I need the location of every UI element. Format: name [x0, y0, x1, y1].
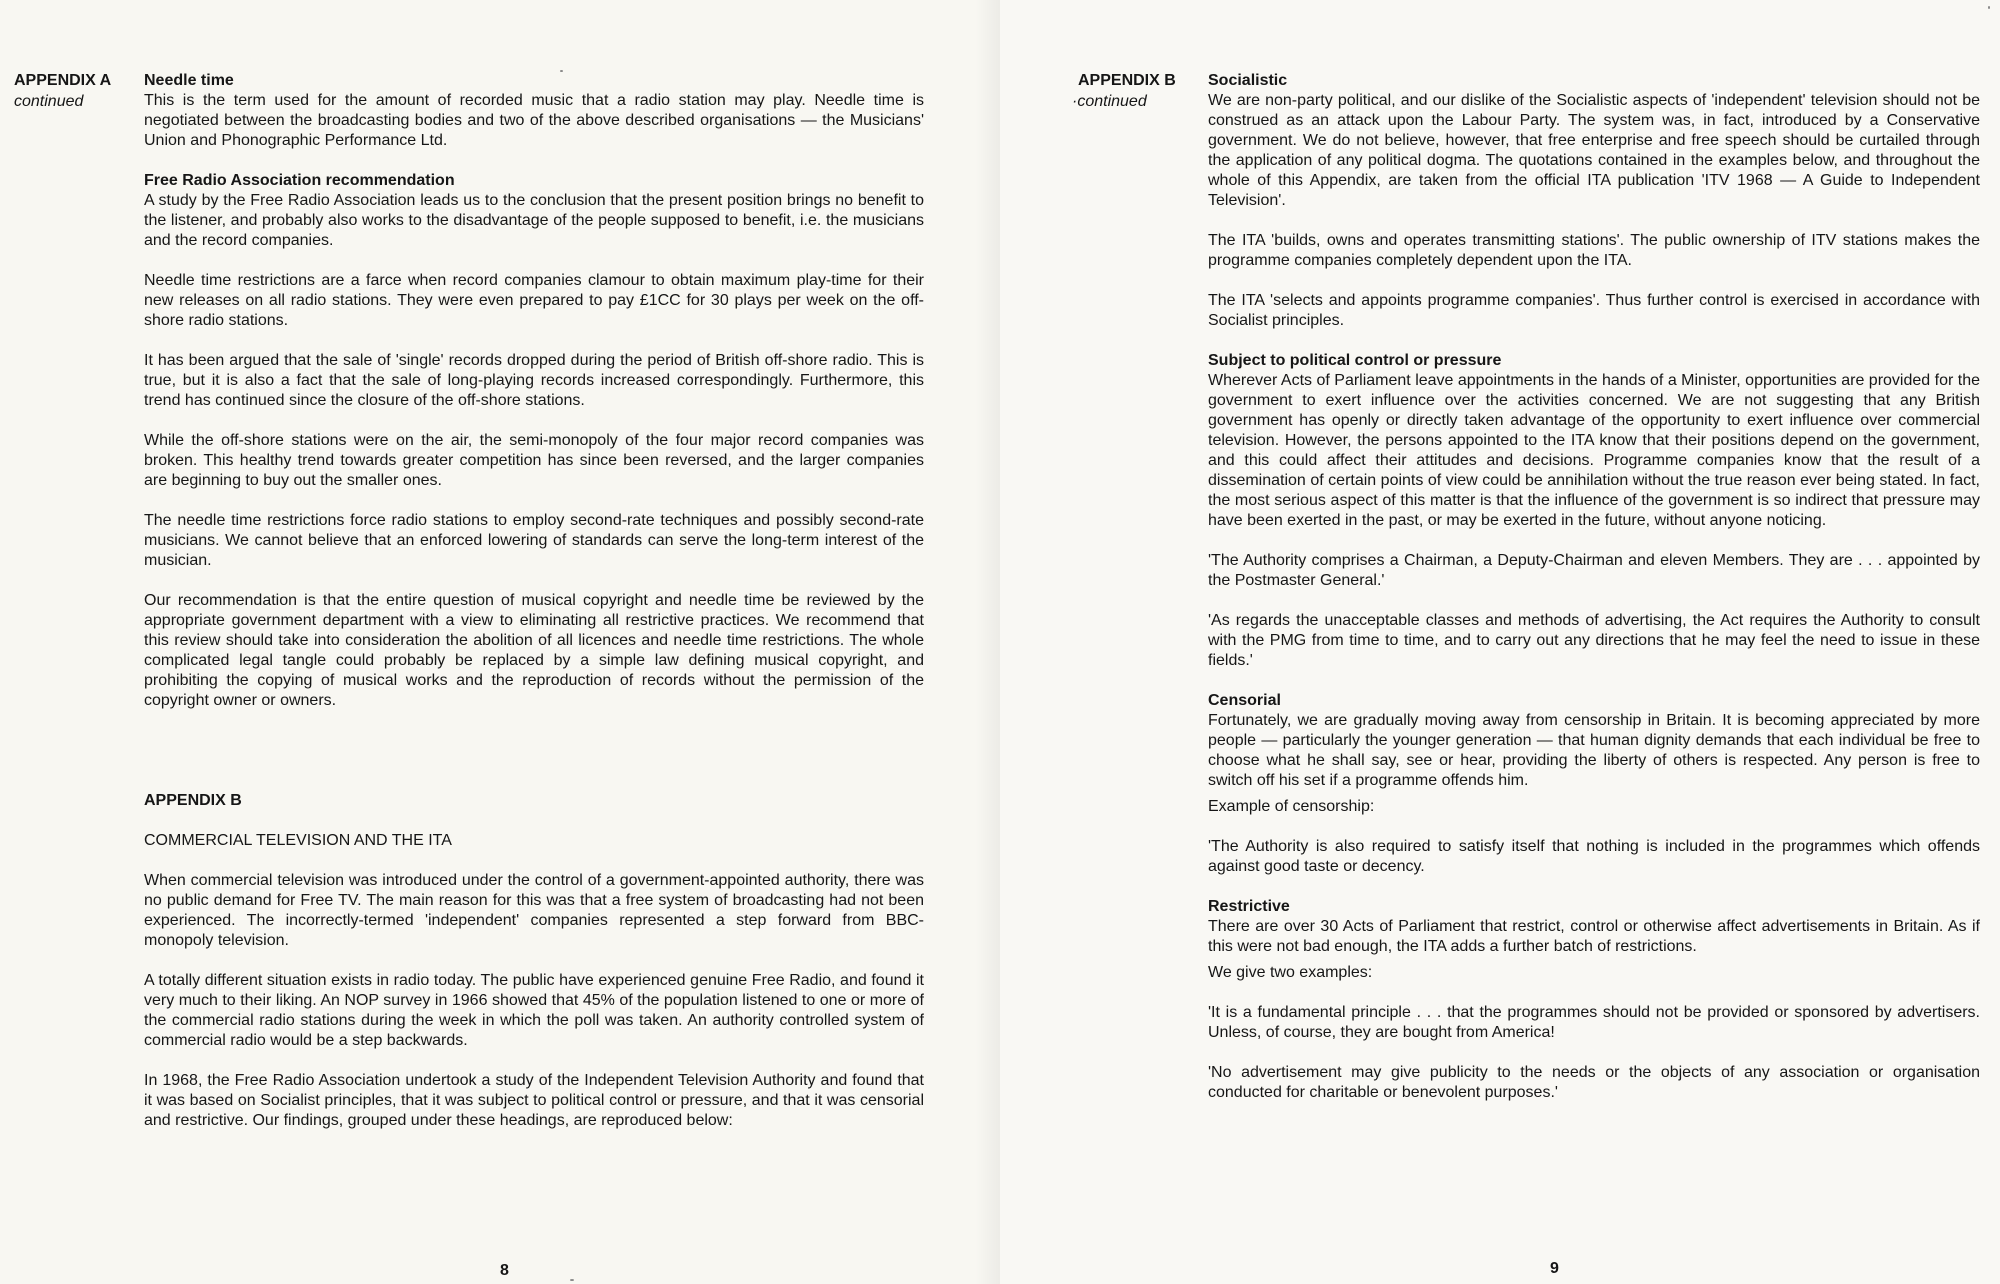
body-paragraph: A study by the Free Radio Association leads us to the conclusion that the present position brings no benefit to the listener, and probably also works to the disadvantage of the people supposed to benefit, i.e. the musicians and the record companies. — [144, 192, 924, 249]
right-paragraphs — [1208, 71, 1980, 1103]
body-paragraph: The needle time restrictions force radio stations to employ second-rate techniques and possibly second-rate musicians. We cannot believe that an enforced lowering of standards can serve the long-term interest of the musician. — [144, 512, 924, 569]
paper-speck — [560, 70, 563, 72]
section-title: APPENDIX B — [144, 792, 242, 809]
quoted-passage: The ITA 'selects and appoints programme companies'. Thus further control is exercised in accordance with Socialist principles. — [1208, 292, 1980, 329]
quoted-passage: 'It is a fundamental principle . . . that the programmes should not be provided or sponsored by advertisers. Unless, of course, they are bought from America! — [1208, 1004, 1980, 1041]
continued-label: ·continued — [1072, 93, 1147, 110]
quoted-passage: The ITA 'builds, owns and operates transmitting stations'. The public ownership of ITV stations makes the programme companies completely dependent upon the ITA. — [1208, 232, 1980, 269]
paper-speck — [1988, 6, 1990, 9]
appendix-label: APPENDIX B — [1078, 72, 1176, 89]
quoted-passage: 'The Authority comprises a Chairman, a Deputy-Chairman and eleven Members. They are . . . appointed by the Postmaster General.' — [1208, 552, 1980, 589]
body-paragraph: We are non-party political, and our dislike of the Socialistic aspects of 'independent' television should not be construed as an attack upon the Labour Party. The system was, in fact, introduced by a Conservative government. We do not believe, however, that free enterprise and free speech should be curtailed through the application of any political dogma. The quotations contained in the examples below, and throughout the whole of this Appendix, are taken from the official ITA publication 'ITV 1968 — A Guide to Independent Television'. — [1208, 92, 1980, 209]
body-paragraph: It has been argued that the sale of 'single' records dropped during the period of British off-shore radio. This is true, but it is also a fact that the sale of long-playing records increased correspondingly. Furthermore, this trend has continued since the closure of the off-shore stations. — [144, 352, 924, 409]
section-heading: Needle time — [144, 72, 234, 89]
paper-speck — [570, 1279, 574, 1281]
section-heading: Subject to political control or pressure — [1208, 352, 1502, 369]
section-heading: Socialistic — [1208, 72, 1288, 89]
right-page — [1000, 0, 2000, 1284]
page-number-left: 8 — [500, 1262, 509, 1279]
body-paragraph: Example of censorship: — [1208, 798, 1375, 815]
body-paragraph: Fortunately, we are gradually moving away from censorship in Britain. It is becoming appreciated by more people — particularly the younger generation — that human dignity demands that each individual be free to choose what he shall say, see or hear, providing the liberty of others is respected. Any person is free to switch off his set if a programme offends him. — [1208, 712, 1980, 789]
quoted-passage: 'No advertisement may give publicity to the needs or the objects of any association or organisation conducted for charitable or benevolent purposes.' — [1208, 1064, 1980, 1101]
section-heading: Censorial — [1208, 692, 1281, 709]
body-paragraph: In 1968, the Free Radio Association undertook a study of the Independent Television Authority and found that it was based on Socialist principles, that it was subject to political control or pressure, and that it was censorial and restrictive. Our findings, grouped under these headings, are reproduced below: — [144, 1072, 924, 1129]
appendix-label: APPENDIX A — [14, 72, 112, 89]
left-text-column — [144, 71, 924, 1131]
right-text-column — [1208, 71, 1980, 1103]
continued-label: continued — [14, 93, 84, 110]
body-paragraph: This is the term used for the amount of recorded music that a radio station may play. Needle time is negotiated between the broadcasting bodies and two of the above described organisations — the Musicians' Union and Phonographic Performance Ltd. — [144, 92, 924, 149]
section-heading: Free Radio Association recommendation — [144, 172, 455, 189]
body-paragraph: When commercial television was introduced under the control of a government-appointed authority, there was no public demand for Free TV. The main reason for this was that a free system of broadcasting had not been experienced. The incorrectly-termed 'independent' companies represented a step forward from BBC-monopoly television. — [144, 872, 924, 949]
section-heading: Restrictive — [1208, 898, 1290, 915]
page-number-right: 9 — [1550, 1260, 1559, 1277]
section-paragraphs — [144, 871, 924, 1131]
body-paragraph: We give two examples: — [1208, 964, 1373, 981]
body-paragraph: A totally different situation exists in radio today. The public have experienced genuine Free Radio, and found it very much to their liking. An NOP survey in 1966 showed that 45% of the population listened to one or more of the commercial radio stations during the week in which the poll was taken. An authority controlled system of commercial radio would be a step backwards. — [144, 972, 924, 1049]
left-paragraphs — [144, 71, 924, 711]
body-paragraph: Wherever Acts of Parliament leave appointments in the hands of a Minister, opportunities are provided for the government to exert influence over the activities concerned. We are not suggesting that any British government has openly or directly taken advantage of the opportunity to exert influence over commercial television. However, the persons appointed to the ITA know that their positions depend on the government, and this could affect their attitudes and decisions. Programme companies know that the result of a dissemination of certain points of view could be annihilation without the true reason ever being stated. In fact, the most serious aspect of this matter is that the influence of the government is so indirect that pressure may have been exerted in the past, or may be exerted in the future, without anyone noticing. — [1208, 372, 1980, 529]
body-paragraph: Our recommendation is that the entire question of musical copyright and needle time be reviewed by the appropriate government department with a view to eliminating all restrictive practices. We recommend that this review should take into consideration the abolition of all licences and needle time restrictions. The whole complicated legal tangle could probably be replaced by a simple law defining musical copyright, and prohibiting the copying of musical works and the reproduction of records without the permission of the copyright owner or owners. — [144, 592, 924, 709]
body-paragraph: While the off-shore stations were on the air, the semi-monopoly of the four major record companies was broken. This healthy trend towards greater competition has since been reversed, and the larger companies are beginning to buy out the smaller ones. — [144, 432, 924, 489]
body-paragraph: There are over 30 Acts of Parliament that restrict, control or otherwise affect advertisements in Britain. As if this were not bad enough, the ITA adds a further batch of restrictions. — [1208, 918, 1980, 955]
body-paragraph: Needle time restrictions are a farce when record companies clamour to obtain maximum play-time for their new releases on all radio stations. They were even prepared to pay £1CC for 30 plays per week on the off-shore radio stations. — [144, 272, 924, 329]
quoted-passage: 'The Authority is also required to satisfy itself that nothing is included in the programmes which offends against good taste or decency. — [1208, 838, 1980, 875]
quoted-passage: 'As regards the unacceptable classes and methods of advertising, the Act requires the Authority to consult with the PMG from time to time, and to carry out any directions that he may feel the need to issue in these fields.' — [1208, 612, 1980, 669]
section-subtitle: COMMERCIAL TELEVISION AND THE ITA — [144, 832, 452, 849]
